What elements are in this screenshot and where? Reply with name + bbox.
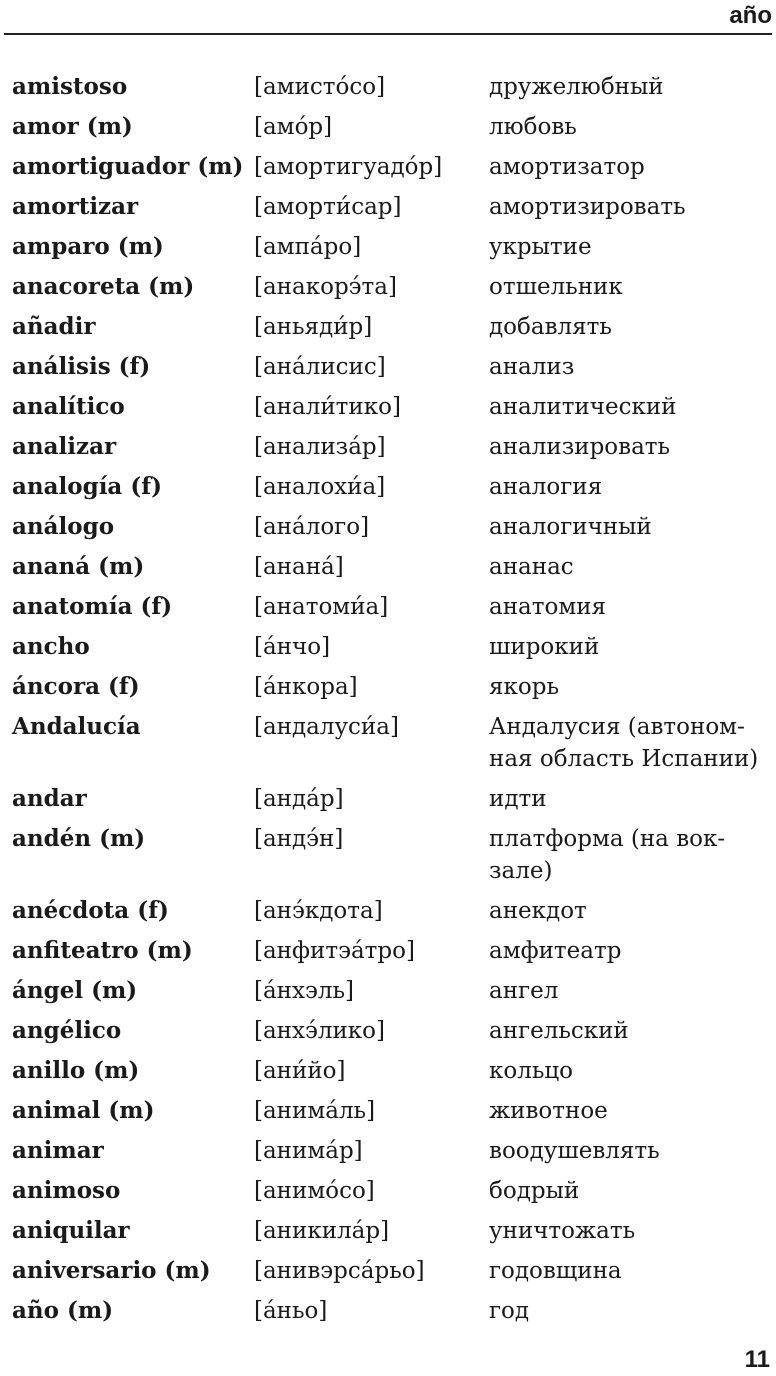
transcription: [а́нхэль] bbox=[254, 978, 354, 1004]
dictionary-entry bbox=[0, 1135, 776, 1175]
russian-translation: анализировать bbox=[489, 434, 671, 460]
russian-translation: отшельник bbox=[489, 274, 623, 300]
spanish-word: analizar bbox=[12, 433, 117, 460]
header-rule bbox=[4, 33, 772, 35]
dictionary-entry bbox=[0, 935, 776, 975]
dictionary-entry bbox=[0, 191, 776, 231]
dictionary-entry bbox=[0, 1255, 776, 1295]
dictionary-entry bbox=[0, 111, 776, 151]
spanish-word: amistoso bbox=[12, 73, 128, 100]
russian-translation: аналогичный bbox=[489, 514, 652, 540]
spanish-word: anatomía (f) bbox=[12, 593, 173, 620]
spanish-word: aniversario (m) bbox=[12, 1257, 211, 1284]
transcription: [аморти́сар] bbox=[254, 194, 402, 220]
dictionary-entry bbox=[0, 591, 776, 631]
dictionary-entry bbox=[0, 631, 776, 671]
russian-translation: платформа (на вок- зале) bbox=[489, 826, 726, 884]
spanish-word: anacoreta (m) bbox=[12, 273, 195, 300]
russian-translation: уничтожать bbox=[489, 1218, 636, 1244]
russian-translation: амфитеатр bbox=[489, 938, 622, 964]
spanish-word: anécdota (f) bbox=[12, 897, 169, 924]
transcription: [анивэрса́рьо] bbox=[254, 1258, 425, 1284]
russian-translation: ангел bbox=[489, 978, 559, 1004]
spanish-word: anillo (m) bbox=[12, 1057, 140, 1084]
transcription: [андэ́н] bbox=[254, 826, 344, 852]
transcription: [анда́р] bbox=[254, 786, 344, 812]
transcription: [анакорэ́та] bbox=[254, 274, 397, 300]
russian-translation: амортизировать bbox=[489, 194, 686, 220]
dictionary-entry bbox=[0, 431, 776, 471]
transcription: [аньяди́р] bbox=[254, 314, 373, 340]
transcription: [ампа́ро] bbox=[254, 234, 362, 260]
spanish-word: aniquilar bbox=[12, 1217, 130, 1244]
dictionary-entries bbox=[0, 71, 776, 1335]
russian-translation: бодрый bbox=[489, 1178, 580, 1204]
spanish-word: animar bbox=[12, 1137, 104, 1164]
russian-translation: год bbox=[489, 1298, 530, 1324]
russian-translation: Андалусия (автоном- ная область Испании) bbox=[489, 714, 759, 772]
spanish-word: amor (m) bbox=[12, 113, 133, 140]
russian-translation: животное bbox=[489, 1098, 608, 1124]
dictionary-entry bbox=[0, 471, 776, 511]
russian-translation: анатомия bbox=[489, 594, 607, 620]
transcription: [анали́тико] bbox=[254, 394, 401, 420]
dictionary-entry bbox=[0, 1095, 776, 1135]
dictionary-entry bbox=[0, 311, 776, 351]
dictionary-entry bbox=[0, 823, 776, 895]
spanish-word: andar bbox=[12, 785, 87, 812]
transcription: [анимо́со] bbox=[254, 1178, 375, 1204]
russian-translation: укрытие bbox=[489, 234, 592, 260]
russian-translation: якорь bbox=[489, 674, 559, 700]
transcription: [а́нкора] bbox=[254, 674, 358, 700]
dictionary-entry bbox=[0, 1175, 776, 1215]
russian-translation: ананас bbox=[489, 554, 574, 580]
dictionary-entry bbox=[0, 71, 776, 111]
dictionary-entry bbox=[0, 231, 776, 271]
spanish-word: anfiteatro (m) bbox=[12, 937, 193, 964]
spanish-word: ángel (m) bbox=[12, 977, 138, 1004]
transcription: [ани́йо] bbox=[254, 1058, 346, 1084]
russian-translation: аналогия bbox=[489, 474, 603, 500]
dictionary-entry bbox=[0, 551, 776, 591]
transcription: [анэ́кдота] bbox=[254, 898, 383, 924]
russian-translation: годовщина bbox=[489, 1258, 622, 1284]
russian-translation: аналитический bbox=[489, 394, 677, 420]
russian-translation: широкий bbox=[489, 634, 600, 660]
dictionary-entry bbox=[0, 1215, 776, 1255]
transcription: [аналохи́а] bbox=[254, 474, 386, 500]
transcription: [а́ньо] bbox=[254, 1298, 328, 1324]
spanish-word: áncora (f) bbox=[12, 673, 140, 700]
transcription: [анализа́р] bbox=[254, 434, 386, 460]
dictionary-entry bbox=[0, 351, 776, 391]
transcription: [анима́р] bbox=[254, 1138, 363, 1164]
transcription: [анфитэа́тро] bbox=[254, 938, 415, 964]
russian-translation: любовь bbox=[489, 114, 577, 140]
russian-translation: воодушевлять bbox=[489, 1138, 660, 1164]
transcription: [андалуси́а] bbox=[254, 714, 399, 740]
spanish-word: animoso bbox=[12, 1177, 121, 1204]
spanish-word: ananá (m) bbox=[12, 553, 145, 580]
russian-translation: дружелюбный bbox=[489, 74, 664, 100]
dictionary-entry bbox=[0, 711, 776, 783]
transcription: [анхэ́лико] bbox=[254, 1018, 386, 1044]
transcription: [анима́ль] bbox=[254, 1098, 376, 1124]
dictionary-entry bbox=[0, 1055, 776, 1095]
spanish-word: análogo bbox=[12, 513, 115, 540]
spanish-word: Andalucía bbox=[12, 713, 141, 740]
dictionary-entry bbox=[0, 1295, 776, 1335]
spanish-word: amparo (m) bbox=[12, 233, 164, 260]
russian-translation: кольцо bbox=[489, 1058, 573, 1084]
transcription: [а́нчо] bbox=[254, 634, 331, 660]
russian-translation: амортизатор bbox=[489, 154, 645, 180]
spanish-word: año (m) bbox=[12, 1297, 114, 1324]
russian-translation: анализ bbox=[489, 354, 575, 380]
dictionary-entry bbox=[0, 151, 776, 191]
dictionary-entry bbox=[0, 271, 776, 311]
transcription: [ана́лисис] bbox=[254, 354, 386, 380]
running-header-word: año bbox=[729, 2, 772, 29]
russian-translation: добавлять bbox=[489, 314, 612, 340]
dictionary-entry bbox=[0, 895, 776, 935]
transcription: [амисто́со] bbox=[254, 74, 386, 100]
spanish-word: amortizar bbox=[12, 193, 139, 220]
dictionary-entry bbox=[0, 671, 776, 711]
spanish-word: angélico bbox=[12, 1017, 122, 1044]
russian-translation: анекдот bbox=[489, 898, 587, 924]
transcription: [амортигуадо́р] bbox=[254, 154, 443, 180]
dictionary-entry bbox=[0, 1015, 776, 1055]
spanish-word: analogía (f) bbox=[12, 473, 162, 500]
dictionary-entry bbox=[0, 511, 776, 551]
transcription: [анатоми́а] bbox=[254, 594, 389, 620]
transcription: [аникила́р] bbox=[254, 1218, 390, 1244]
spanish-word: andén (m) bbox=[12, 825, 146, 852]
spanish-word: análisis (f) bbox=[12, 353, 151, 380]
russian-translation: идти bbox=[489, 786, 547, 812]
dictionary-entry bbox=[0, 975, 776, 1015]
spanish-word: animal (m) bbox=[12, 1097, 155, 1124]
transcription: [ана́лого] bbox=[254, 514, 370, 540]
transcription: [анана́] bbox=[254, 554, 344, 580]
spanish-word: analítico bbox=[12, 393, 125, 420]
dictionary-entry bbox=[0, 391, 776, 431]
spanish-word: amortiguador (m) bbox=[12, 153, 244, 180]
page-number: 11 bbox=[744, 1346, 770, 1373]
russian-translation: ангельский bbox=[489, 1018, 629, 1044]
transcription: [амо́р] bbox=[254, 114, 333, 140]
spanish-word: ancho bbox=[12, 633, 90, 660]
dictionary-entry bbox=[0, 783, 776, 823]
spanish-word: añadir bbox=[12, 313, 96, 340]
